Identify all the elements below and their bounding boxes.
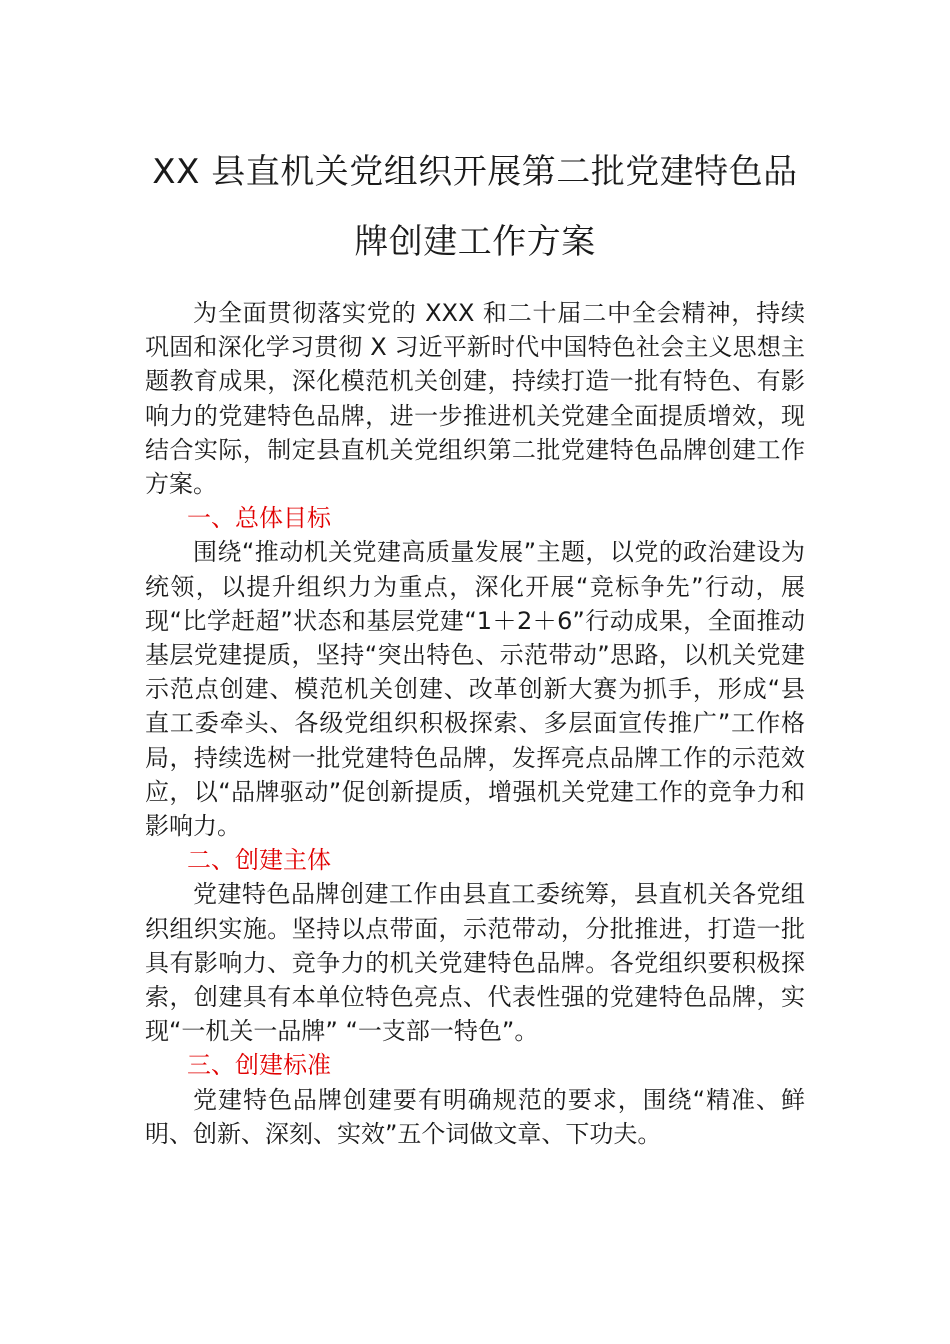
section-heading-subject: 二、创建主体: [187, 846, 331, 875]
intro-paragraph: 为全面贯彻落实党的 XXX 和二十届二中全会精神，持续巩固和深化学习贯彻 X 习近平新时代中国特色社会主义思想主题教育成果，深化模范机关创建，持续打造一批有特色、有影响力的党建特色品牌，进一步推进机关党建全面提质增效，现结合实际，制定县直机关党组织第二批党建特色品牌创建工作方案。: [145, 299, 805, 499]
section-text-goals: 围绕“推动机关党建高质量发展”主题，以党的政治建设为统领，以提升组织力为重点，深化开展“竞标争先”行动，展现“比学赶超”状态和基层党建“1＋2＋6”行动成果，全面推动基层党建提质，坚持“突出特色、示范带动”思路，以机关党建示范点创建、模范机关创建、改革创新大赛为抓手，形成“县直工委牵头、各级党组织积极探索、多层面宣传推广”工作格局，持续选树一批党建特色品牌，发挥亮点品牌工作的示范效应，以“品牌驱动”促创新提质，增强机关党建工作的竞争力和影响力。: [145, 538, 805, 841]
document-body: [145, 296, 805, 1151]
section-text-subject: 党建特色品牌创建工作由县直工委统筹，县直机关各党组织组织实施。坚持以点带面，示范带动，分批推进，打造一批具有影响力、竞争力的机关党建特色品牌。各党组织要积极探索，创建具有本单位特色亮点、代表性强的党建特色品牌，实现“一机关一品牌” “一支部一特色”。: [145, 880, 805, 1046]
document-title-line-2: 牌创建工作方案: [354, 222, 596, 262]
section-heading-goals: 一、总体目标: [187, 504, 331, 533]
document-title-line-1: XX 县直机关党组织开展第二批党建特色品: [152, 152, 798, 192]
section-heading-standard: 三、创建标准: [187, 1051, 331, 1080]
section-text-standard: 党建特色品牌创建要有明确规范的要求，围绕“精准、鲜明、创新、深刻、实效”五个词做文章、下功夫。: [145, 1085, 805, 1148]
